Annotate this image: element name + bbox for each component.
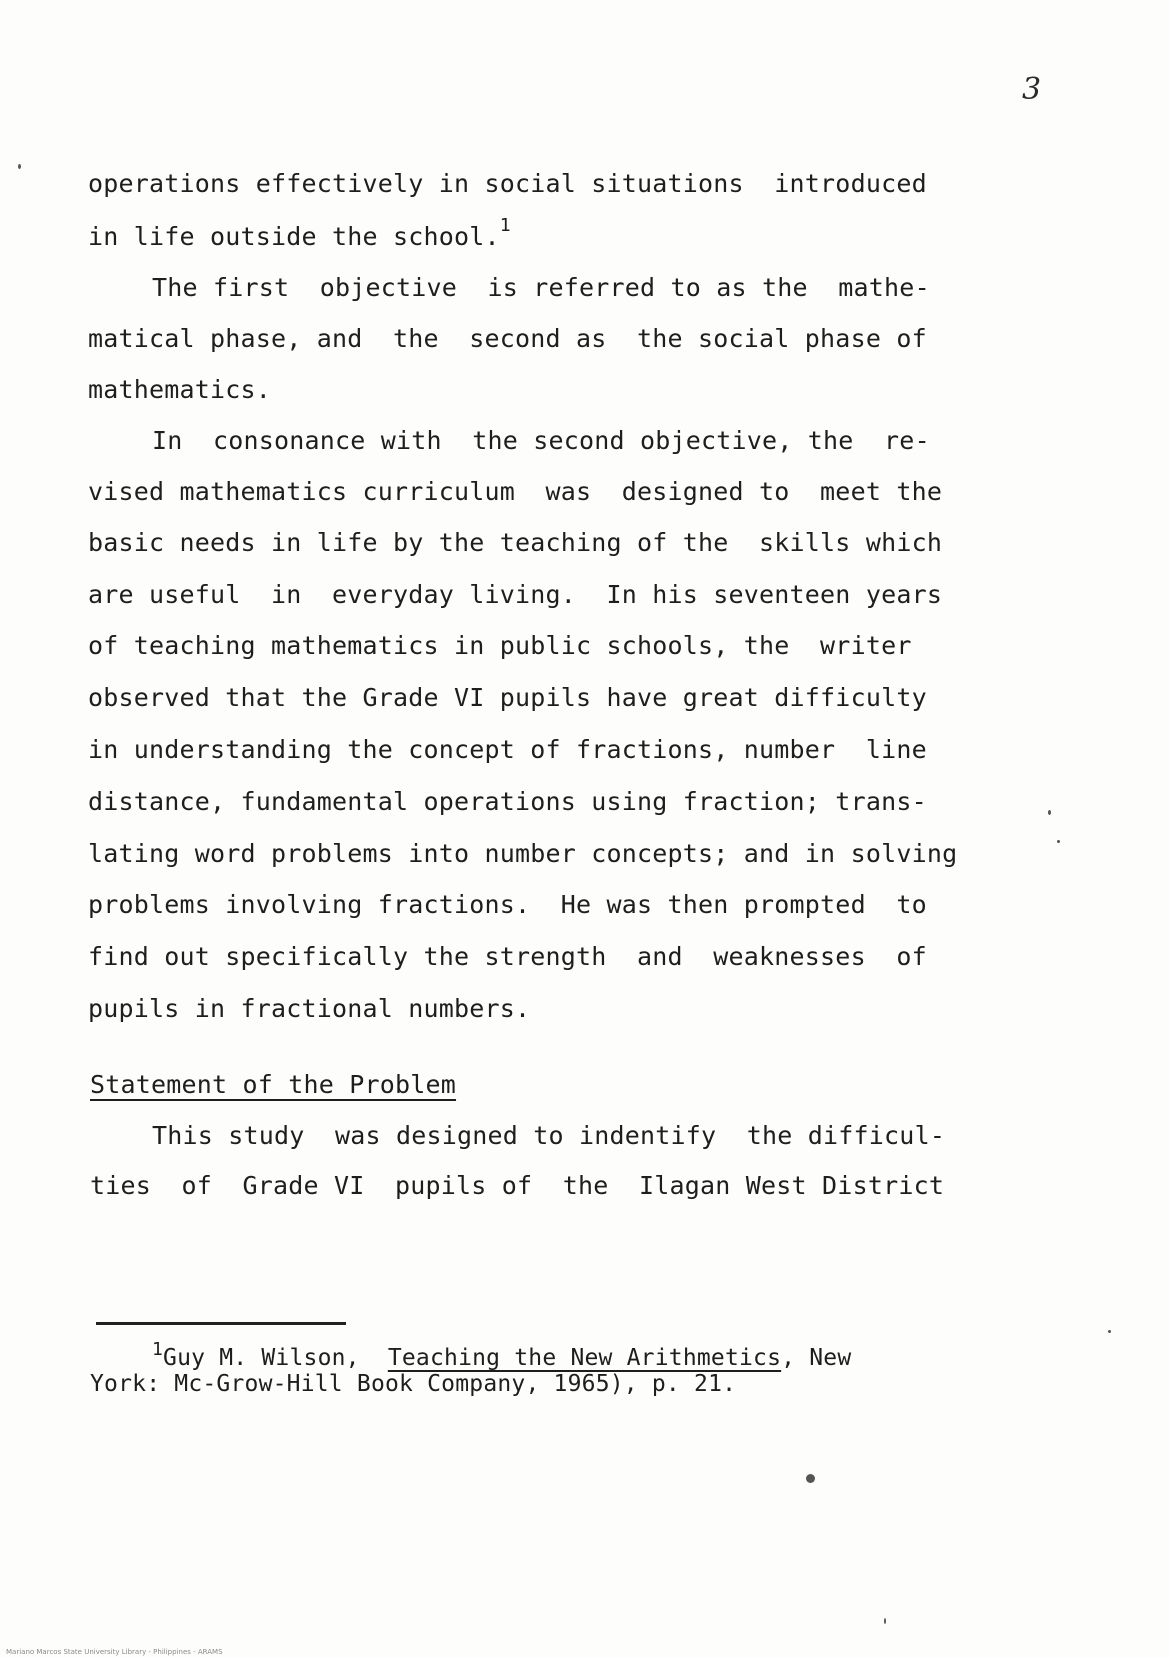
footnote-line-2: York: Mc-Grow-Hill Book Company, 1965), p. 21.: [90, 1371, 737, 1397]
ink-speck: [884, 1618, 886, 1624]
page-number: 3: [1022, 72, 1042, 107]
body-line: The first objective is referred to as the mathe-: [152, 273, 930, 302]
section-line: This study was designed to indentify the difficul-: [152, 1121, 946, 1150]
section-heading: Statement of the Problem: [90, 1070, 457, 1099]
ink-speck: [1057, 840, 1060, 843]
footnote-number: 1: [152, 1339, 164, 1360]
body-line: mathematics.: [88, 375, 272, 404]
scan-watermark: Mariano Marcos State University Library - Philippines - ARAMS: [6, 1648, 223, 1656]
body-line: find out specifically the strength and weaknesses of: [88, 942, 927, 971]
body-line: of teaching mathematics in public schools, the writer: [88, 631, 912, 660]
body-line: problems involving fractions. He was then prompted to: [88, 890, 927, 919]
body-line: vised mathematics curriculum was designed to meet the: [88, 477, 943, 506]
ink-speck: [1048, 810, 1051, 815]
body-line: in understanding the concept of fractions, number line: [88, 735, 927, 764]
section-line: ties of Grade VI pupils of the Ilagan West District: [90, 1171, 945, 1200]
body-line: basic needs in life by the teaching of the skills which: [88, 528, 943, 557]
footnote-reference: 1: [499, 215, 511, 236]
ink-speck: [18, 164, 21, 169]
body-line: pupils in fractional numbers.: [88, 994, 531, 1023]
footnote-author: Guy M. Wilson,: [163, 1345, 360, 1371]
body-line: distance, fundamental operations using fraction; trans-: [88, 787, 927, 816]
body-line: In consonance with the second objective, the re-: [152, 426, 930, 455]
body-line-text: in life outside the school.: [88, 222, 500, 251]
footnote-title: Teaching the New Arithmetics: [387, 1345, 782, 1371]
ink-speck: [1108, 1330, 1111, 1333]
body-line: are useful in everyday living. In his seventeen years: [88, 580, 943, 609]
body-line: matical phase, and the second as the social phase of: [88, 324, 927, 353]
ink-speck: [806, 1474, 815, 1483]
footnote-line: [152, 1339, 852, 1371]
body-line: [88, 215, 511, 251]
footnote-rule: [96, 1322, 346, 1325]
body-line: lating word problems into number concepts; and in solving: [88, 839, 958, 868]
footnote-after-title: , New: [781, 1345, 852, 1371]
body-line: observed that the Grade VI pupils have great difficulty: [88, 683, 927, 712]
body-line: operations effectively in social situations introduced: [88, 169, 927, 198]
